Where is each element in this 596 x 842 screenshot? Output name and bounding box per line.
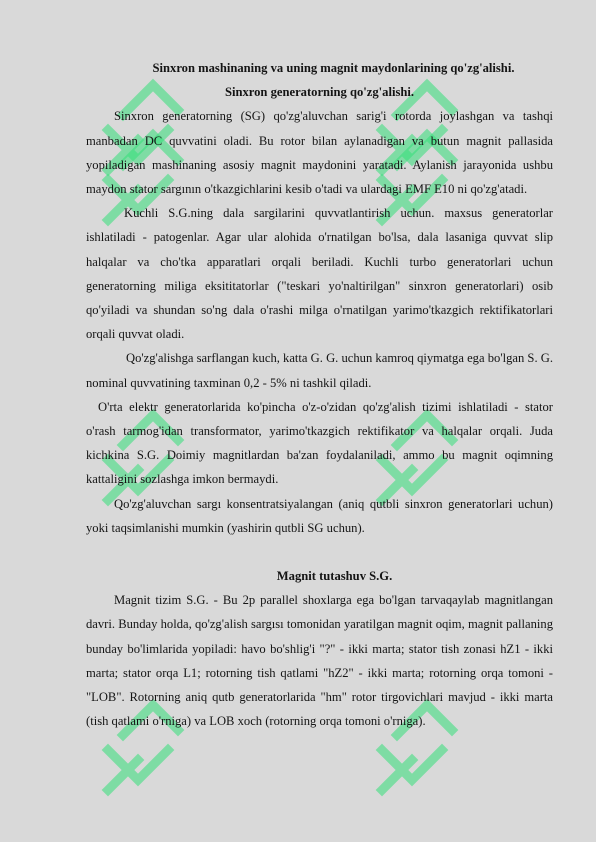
paragraph-4: O'rta elektr generatorlarida ko'pincha o'z-o'zidan qo'zg'alish tizimi ishlatiladi - stator o'rash tarmog'idan transformator, yarimo'tkazgich rektifikator va halqalar orqali. Juda kichkina S.G. Doimiy magnitlardan ba'zan foydalaniladi, ammo bu magnit oqimning kattaligini sozlashga imkon bermaydi.: [86, 399, 553, 487]
section-title: Sinxron generatorning qo'zg'alishi.: [224, 85, 415, 100]
document-body: [86, 56, 553, 733]
paragraph-2: Kuchli S.G.ning dala sargilarini quvvatlantirish uchun. maxsus generatorlar ishlatiladi - patogenlar. Agar ular alohida o'rnatilgan bo'lsa, dala lasaniga quvvat slip halqalar va cho'tka apparatlari orqali beriladi. Kuchli turbo generatorlari uchun generatorning miliga eksititatorlar ("teskari yo'naltirilgan" sinxron generatorlari) osib qo'yiladi va shundan so'ng dala o'rashi milga o'rnatilgan yarimo'tkazgich rektifikatorlari orqali quvvat oladi.: [86, 206, 553, 342]
paragraph-3: Qo'zg'alishga sarflangan kuch, katta G. G. uchun kamroq qiymatga ega bo'lgan S. G. nominal quvvatining taxminan 0,2 - 5% ni tashkil qiladi.: [86, 351, 553, 390]
paragraph-5: Qo'zg'aluvchan sargı konsentratsiyalangan (aniq qutbli sinxron generatorlari uchun) yoki taqsimlanishi mumkin (yashirin qutbli SG uchun).: [86, 496, 553, 535]
document-title: Sinxron mashinaning va uning magnit maydonlarining qo'zg'alishi.: [152, 61, 515, 75]
section-heading: Magnit tutashuv S.G.: [276, 569, 393, 584]
paragraph-6: Magnit tizim S.G. - Bu 2p parallel shoxlarga ega bo'lgan tarvaqaylab magnitlangan davri. Bunday holda, qo'zg'alish sargısı tomonidan yaratilgan magnit oqim, magnit pallaning bunday bo'limlarida yopiladi: havo bo'shlig'i "?" - ikki marta; stator tish zonasi hZ1 - ikki marta; stator orqa L1; rotorning tish qatlami "hZ2" - ikki marta; rotorning orqa tomoni - "LOB". Rotorning aniq qutb generatorlarida "hm" rotor tirgovichlari mavjud - ikki marta (tish qatlami o'rniga) va LOB xoch (rotorning orqa tomoni o'rniga).: [86, 593, 553, 729]
paragraph-1: Sinxron generatorning (SG) qo'zg'aluvchan sarig'i rotorda joylashgan va tashqi manbadan DC quvvatini oladi. Bu rotor bilan aylanadigan va butun magnit pallasida yopiladigan mashinaning asosiy magnit maydonini yaratadi. Aylanish jarayonida ushbu maydon stator sargının o'tkazgichlarini kesib o'tadi va ulardagi EMF E10 ni qo'zg'atadi.: [86, 109, 553, 197]
spacer: [86, 540, 553, 564]
